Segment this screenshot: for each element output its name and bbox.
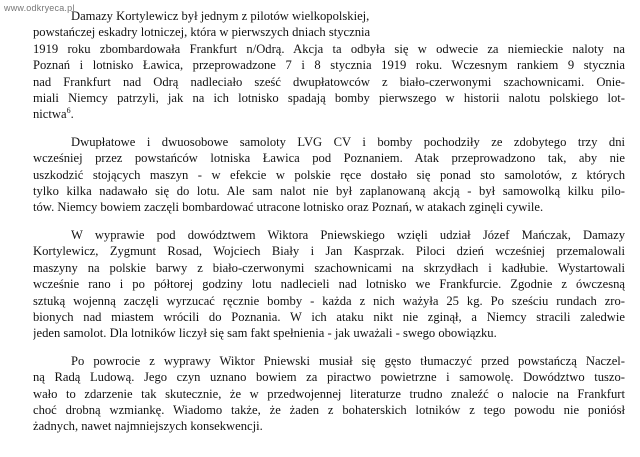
paragraph-line: choć drobną wzmiankę. Wiadomo także, że żaden z bohaterskich lotników z tego powodu nie poniósł bbox=[33, 402, 625, 417]
paragraph-line: Po powrocie z wyprawy Wiktor Pniewski musiał się gęsto tłumaczyć przed powstańczą Naczel- bbox=[71, 353, 625, 368]
paragraph-line: żadnych, nawet najmniejszych konsekwencji. bbox=[33, 419, 263, 434]
paragraph-line: Poznań i lotnisko Ławica, przeprowadzone 7 i 8 stycznia 1919 roku. Wczesnym rankiem 9 stycznia bbox=[33, 58, 625, 73]
document-page bbox=[33, 8, 625, 435]
paragraph-line: W wyprawie pod dowództwem Wiktora Pniewskiego wzięli udział Józef Mańczak, Damazy bbox=[71, 227, 625, 242]
paragraph-line: nad Frankfurt nad Odrą nadleciało sześć dwupłatowców z biało-czerwonymi szachownicami. Onie- bbox=[33, 74, 625, 89]
paragraph-4 bbox=[33, 353, 625, 435]
paragraph-line: wało to zdarzenie tak skutecznie, że w przedwojennej literaturze trudno znaleźć o nalocie na Frankfurt bbox=[33, 386, 625, 401]
paragraph-line: tów. Niemcy bowiem zaczęli bombardować utracone lotnisko oraz Poznań, w atakach zginęli cywile. bbox=[33, 200, 544, 215]
paragraph-line: maszyny na polskie barwy z biało-czerwonymi szachownicami na skrzydłach i kadłubie. Wystartowali bbox=[33, 260, 625, 275]
paragraph-last-suffix: . bbox=[70, 107, 74, 122]
footnote-marker: 6 bbox=[66, 106, 71, 116]
paragraph-line: ną Radą Ludową. Jego czyn uznano bowiem za piractwo powietrzne i samowolę. Dowództwo tuszo- bbox=[33, 370, 625, 385]
paragraph-line bbox=[33, 106, 625, 122]
paragraph-1 bbox=[33, 8, 625, 123]
paragraph-line: miali Niemcy patrzyli, jak na ich lotnisko spadają bomby pierwszego w historii nalotu polskiego lot- bbox=[33, 91, 625, 106]
paragraph-line: bionych nad miastem wrócili do Poznania. W ich ataku nikt nie zginął, a Niemcy stracili zaledwie bbox=[33, 309, 625, 324]
paragraph-line: powstańczej eskadry lotniczej, która w pierwszych dniach stycznia bbox=[33, 25, 371, 40]
paragraph-line: jeden samolot. Dla lotników liczył się sam fakt spełnienia - jak uważali - swego obowiązku. bbox=[33, 326, 497, 341]
paragraph-line: tylko kilka nadawało się do lotu. Ale sam nalot nie był zaplanowaną akcją - był samowolką kilku pilo- bbox=[33, 184, 625, 199]
paragraph-line: uszkodzić stojących maszyn - w efekcie w polskie ręce dostało się ponad sto samolotów, z których bbox=[33, 167, 625, 182]
paragraph-line: 1919 roku zbombardowała Frankfurt n/Odrą. Akcja ta odbyła się w odwecie za niemieckie naloty na bbox=[33, 41, 625, 56]
paragraph-line: wcześnie rano i po półtorej godziny lotu nadlecieli nad lotnisko we Frankfurcie. Zgodnie z ówczesną bbox=[33, 277, 625, 292]
paragraph-line: Kortylewicz, Zygmunt Rosad, Wojciech Biały i Jan Kasprzak. Piloci dzień wcześniej przemalowali bbox=[33, 244, 625, 259]
paragraph-line: sztuką wojenną zaczęli wyrzucać ręcznie bomby - każda z nich ważyła 25 kg. Po sześciu rundach zro- bbox=[33, 293, 625, 308]
watermark: www.odkryeca.pl bbox=[4, 3, 75, 13]
paragraph-line: Damazy Kortylewicz był jednym z pilotów wielkopolskiej, bbox=[71, 9, 370, 23]
paragraph-last-text: nictwa bbox=[33, 107, 67, 122]
paragraph-3 bbox=[33, 227, 625, 342]
paragraph-line: Dwupłatowe i dwuosobowe samoloty LVG CV i bomby pochodziły ze zdobytego trzy dni bbox=[71, 134, 625, 149]
paragraph-line: wcześniej przez powstańców lotniska Ławica pod Poznaniem. Atak przeprowadzono tak, aby nie bbox=[33, 151, 625, 166]
paragraph-2 bbox=[33, 134, 625, 216]
